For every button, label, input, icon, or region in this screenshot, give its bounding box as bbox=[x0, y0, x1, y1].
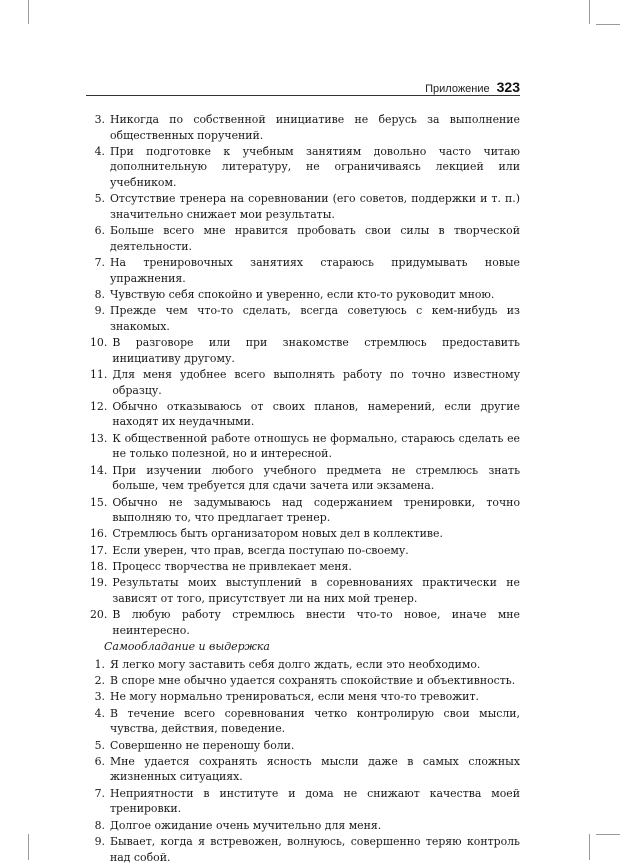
list-item bbox=[90, 367, 520, 398]
item-text: Долгое ожидание очень мучительно для меня. bbox=[110, 818, 382, 832]
list-item bbox=[96, 112, 520, 143]
item-number: 5. bbox=[94, 738, 105, 752]
item-number: 11. bbox=[90, 368, 108, 381]
item-text: Совершенно не переношу боли. bbox=[110, 738, 295, 752]
item-text: При подготовке к учебным занятиям довольно часто читаю дополнительную литературу, не ограничиваясь лекцией или учебником. bbox=[110, 144, 520, 190]
item-text: Никогда по собственной инициативе не берусь за выполнение общественных поручений. bbox=[110, 113, 520, 142]
list-item bbox=[90, 431, 520, 462]
list-item bbox=[90, 463, 520, 494]
item-number: 7. bbox=[94, 786, 105, 800]
crop-mark bbox=[28, 834, 29, 860]
item-number: 4. bbox=[94, 144, 105, 158]
item-number: 8. bbox=[94, 818, 105, 832]
list-item bbox=[90, 543, 520, 559]
item-text: Бывает, когда я встревожен, волнуюсь, совершенно теряю контроль над собой. bbox=[110, 834, 520, 864]
item-text: Мне удается сохранять ясность мысли даже в самых сложных жизненных ситуациях. bbox=[110, 754, 520, 784]
item-text: Больше всего мне нравится пробовать свои силы в творческой деятельности. bbox=[110, 224, 520, 253]
item-text: Прежде чем что-то сделать, всегда советуюсь с кем-нибудь из знакомых. bbox=[110, 304, 520, 333]
item-number: 13. bbox=[90, 431, 108, 445]
question-list-a bbox=[90, 112, 520, 638]
item-number: 12. bbox=[90, 399, 108, 413]
header-rule bbox=[86, 95, 520, 96]
item-number: 3. bbox=[94, 113, 105, 126]
list-item bbox=[90, 399, 520, 430]
item-number: 8. bbox=[94, 287, 105, 301]
list-item bbox=[96, 287, 520, 303]
item-number: 5. bbox=[94, 192, 105, 206]
item-text: На тренировочных занятиях стараюсь придумывать новые упражнения. bbox=[110, 256, 520, 285]
page-content bbox=[90, 112, 520, 866]
item-text: К общественной работе отношусь не формально, стараюсь сделать ее не только полезной, но и интересной. bbox=[112, 431, 520, 461]
item-text: При изучении любого учебного предмета не стремлюсь знать больше, чем требуется для сдачи зачета или экзамена. bbox=[112, 463, 520, 493]
item-text: Чувствую себя спокойно и уверенно, если кто-то руководит мною. bbox=[110, 287, 495, 301]
running-head: Приложение bbox=[425, 83, 490, 95]
list-item bbox=[96, 706, 520, 737]
section-heading: Самообладание и выдержка bbox=[104, 640, 270, 654]
list-item bbox=[90, 607, 520, 638]
item-number: 20. bbox=[90, 608, 108, 622]
list-item bbox=[96, 786, 520, 817]
list-item bbox=[96, 255, 520, 286]
header-text bbox=[425, 79, 520, 95]
list-item bbox=[96, 303, 520, 334]
list-item bbox=[96, 689, 520, 705]
list-item bbox=[90, 559, 520, 575]
item-text: Обычно отказываюсь от своих планов, намерений, если другие находят их неудачными. bbox=[112, 399, 520, 429]
crop-mark bbox=[596, 834, 620, 835]
list-item bbox=[90, 495, 520, 526]
list-item bbox=[96, 191, 520, 222]
item-number: 2. bbox=[94, 674, 105, 688]
item-text: Для меня удобнее всего выполнять работу по точно известному образцу. bbox=[112, 368, 520, 397]
item-text: В разговоре или при знакомстве стремлюсь предоставить инициативу другому. bbox=[112, 336, 520, 365]
item-number: 14. bbox=[90, 463, 108, 477]
item-text: В течение всего соревнования четко контролирую свои мысли, чувства, действия, поведение. bbox=[110, 706, 520, 736]
item-number: 1. bbox=[94, 657, 105, 671]
item-number: 15. bbox=[90, 495, 108, 509]
item-number: 9. bbox=[94, 834, 105, 848]
list-item bbox=[96, 223, 520, 254]
crop-mark bbox=[589, 834, 590, 860]
item-text: В споре мне обычно удается сохранять спокойствие и объективность. bbox=[110, 674, 516, 688]
crop-mark bbox=[596, 24, 620, 25]
item-number: 6. bbox=[94, 754, 105, 768]
crop-mark bbox=[28, 0, 29, 24]
list-item bbox=[96, 673, 520, 689]
item-number: 16. bbox=[90, 527, 108, 541]
item-number: 3. bbox=[94, 690, 105, 704]
question-list-b bbox=[96, 657, 520, 865]
item-text: Если уверен, что прав, всегда поступаю по-своему. bbox=[112, 543, 409, 557]
item-number: 18. bbox=[90, 559, 108, 573]
item-text: Стремлюсь быть организатором новых дел в коллективе. bbox=[112, 527, 443, 541]
list-item bbox=[96, 144, 520, 191]
item-text: Неприятности в институте и дома не снижают качества моей тренировки. bbox=[110, 786, 520, 816]
item-text: Обычно не задумываюсь над содержанием тренировки, точно выполняю то, что предлагает тренер. bbox=[112, 495, 520, 525]
item-text: Отсутствие тренера на соревновании (его советов, поддержки и т. п.) значительно снижает мои результаты. bbox=[110, 192, 520, 221]
item-number: 6. bbox=[94, 224, 105, 238]
list-item bbox=[90, 575, 520, 606]
item-number: 10. bbox=[90, 336, 108, 350]
item-number: 19. bbox=[90, 576, 108, 590]
page-header bbox=[86, 79, 520, 96]
list-item bbox=[96, 834, 520, 865]
item-text: Не могу нормально тренироваться, если меня что-то тревожит. bbox=[110, 690, 479, 704]
crop-mark bbox=[589, 0, 590, 24]
item-number: 17. bbox=[90, 543, 108, 557]
item-number: 9. bbox=[94, 304, 105, 318]
list-item bbox=[96, 818, 520, 834]
item-text: Результаты моих выступлений в соревнованиях практически не зависят от того, присутствует ли на них мой тренер. bbox=[112, 576, 520, 605]
list-item bbox=[96, 738, 520, 754]
item-text: Я легко могу заставить себя долго ждать, если это необходимо. bbox=[110, 657, 481, 671]
item-number: 7. bbox=[94, 256, 105, 270]
page-number: 323 bbox=[496, 79, 520, 95]
list-item bbox=[96, 657, 520, 673]
list-item bbox=[90, 526, 520, 542]
item-text: В любую работу стремлюсь внести что-то новое, иначе мне неинтересно. bbox=[112, 608, 520, 637]
list-item bbox=[96, 754, 520, 785]
item-text: Процесс творчества не привлекает меня. bbox=[112, 559, 352, 573]
item-number: 4. bbox=[94, 706, 105, 720]
list-item bbox=[90, 335, 520, 366]
